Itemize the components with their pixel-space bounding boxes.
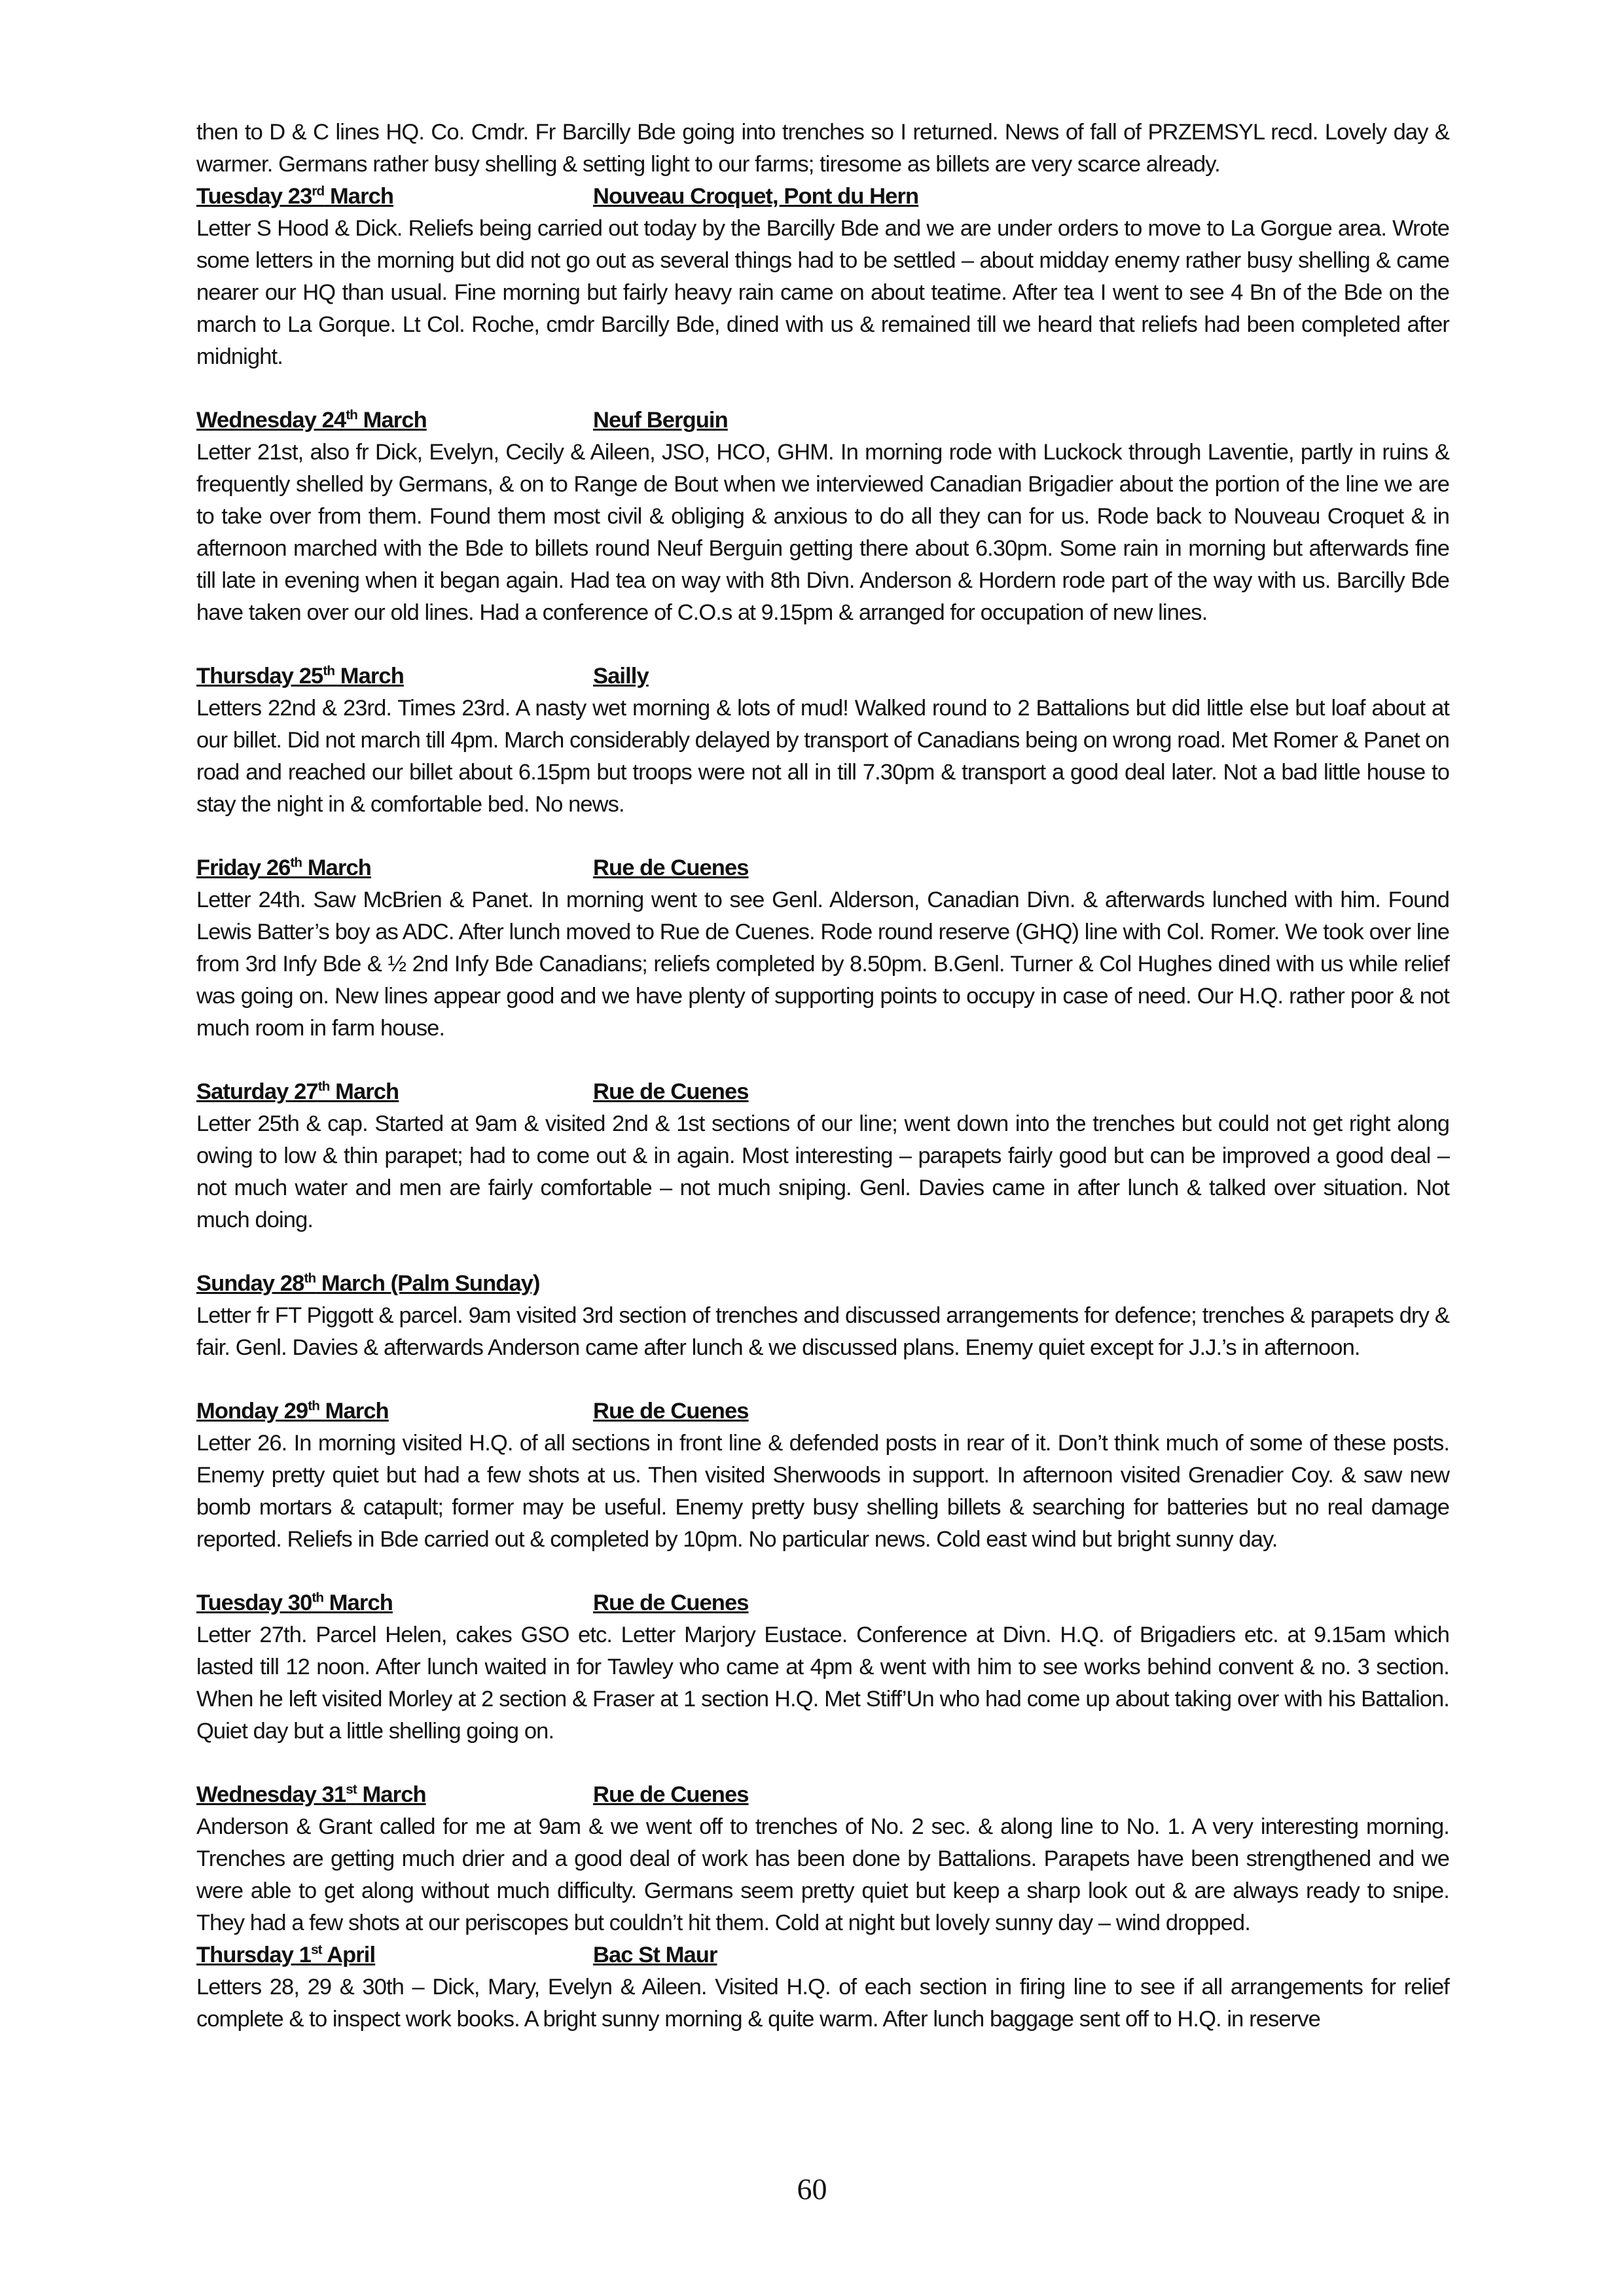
entry-place: Rue de Cuenes (593, 1399, 749, 1424)
entry-heading (196, 1076, 1449, 1108)
entry-tuesday-23-march (196, 181, 1449, 373)
entry-text: Letter fr FT Piggott & parcel. 9am visited 3rd section of trenches and discussed arrangements for defence; trenches & parapets dry & fair. Genl. Davies & afterwards Anderson came after lunch & we discussed plans. Enemy quiet except for J.J.’s in afternoon. (196, 1303, 1449, 1360)
diary-content (196, 117, 1449, 2036)
entry-date: Thursday 25th March (196, 663, 404, 689)
entry-heading (196, 852, 1449, 884)
entry-saturday-27-march (196, 1076, 1449, 1236)
entry-date: Saturday 27th March (196, 1079, 399, 1104)
entry-date: Wednesday 24th March (196, 407, 427, 433)
entry-wednesday-24-march (196, 404, 1449, 629)
entry-place: Rue de Cuenes (593, 1079, 749, 1104)
entry-date: Monday 29th March (196, 1398, 389, 1424)
entry-date: Friday 26th March (196, 855, 371, 880)
entry-tuesday-30-march (196, 1587, 1449, 1748)
entry-heading (196, 181, 1449, 213)
entry-text: Letters 28, 29 & 30th – Dick, Mary, Evelyn & Aileen. Visited H.Q. of each section in firing line to see if all arrangements for relief complete & to inspect work books. A bright sunny morning & quite warm. After lunch baggage sent off to H.Q. in reserve (196, 1975, 1449, 2032)
entry-heading (196, 1939, 1449, 1971)
entry-text: Letter S Hood & Dick. Reliefs being carried out today by the Barcilly Bde and we are under orders to move to La Gorgue area. Wrote some letters in the morning but did not go out as several things had to be settled – about midday enemy rather busy shelling & came nearer our HQ than usual. Fine morning but fairly heavy rain came on about teatime. After tea I went to see 4 Bn of the Bde on the march to La Gorque. Lt Col. Roche, cmdr Barcilly Bde, dined with us & remained till we heard that reliefs had been completed after midnight. (196, 216, 1449, 369)
entry-place: Neuf Berguin (593, 408, 728, 433)
entry-date: Tuesday 30th March (196, 1590, 393, 1615)
entry-sunday-28-march (196, 1268, 1449, 1364)
entry-text: Letter 26. In morning visited H.Q. of all sections in front line & defended posts in rear of it. Don’t think much of some of these posts. Enemy pretty quiet but had a few shots at us. Then visited Sherwoods in support. In afternoon visited Grenadier Coy. & saw new bomb mortars & catapult; former may be useful. Enemy pretty busy shelling billets & searching for batteries but no real damage reported. Reliefs in Bde carried out & completed by 10pm. No particular news. Cold east wind but bright sunny day. (196, 1431, 1449, 1552)
entry-friday-26-march (196, 852, 1449, 1045)
entry-thursday-25-march (196, 660, 1449, 821)
entry-text: Letter 21st, also fr Dick, Evelyn, Cecily & Aileen, JSO, HCO, GHM. In morning rode with Luckock through Laventie, partly in ruins & frequently shelled by Germans, & on to Range de Bout when we interviewed Canadian Brigadier about the portion of the line we are to take over from them. Found them most civil & obliging & anxious to do all they can for us. Rode back to Nouveau Croquet & in afternoon marched with the Bde to billets round Neuf Berguin getting there about 6.30pm. Some rain in morning but afterwards fine till late in evening when it began again. Had tea on way with 8th Divn. Anderson & Hordern rode part of the way with us. Barcilly Bde have taken over our old lines. Had a conference of C.O.s at 9.15pm & arranged for occupation of new lines. (196, 440, 1449, 625)
entry-wednesday-31-march (196, 1779, 1449, 1939)
intro-paragraph: then to D & C lines HQ. Co. Cmdr. Fr Barcilly Bde going into trenches so I returned. News of fall of PRZEMSYL recd. Lovely day & warmer. Germans rather busy shelling & setting light to our farms; tiresome as billets are very scarce already. (196, 120, 1449, 177)
entry-date: Wednesday 31st March (196, 1782, 426, 1807)
entry-heading (196, 1587, 1449, 1619)
entry-text: Letters 22nd & 23rd. Times 23rd. A nasty wet morning & lots of mud! Walked round to 2 Battalions but did little else but loaf about at our billet. Did not march till 4pm. March considerably delayed by transport of Canadians being on wrong road. Met Romer & Panet on road and reached our billet about 6.15pm but troops were not all in till 7.30pm & transport a good deal later. Not a bad little house to stay the night in & comfortable bed. No news. (196, 696, 1449, 817)
page-number: 60 (797, 2172, 827, 2206)
entry-heading (196, 1395, 1449, 1427)
entry-heading (196, 404, 1449, 437)
entry-text: Letter 25th & cap. Started at 9am & visited 2nd & 1st sections of our line; went down into the trenches but could not get right along owing to low & thin parapet; had to come out & in again. Most interesting – parapets fairly good but can be improved a good deal – not much water and men are fairly comfortable – not much sniping. Genl. Davies came in after lunch & talked over situation. Not much doing. (196, 1111, 1449, 1232)
entry-heading (196, 1779, 1449, 1811)
entry-date: Tuesday 23rd March (196, 183, 394, 209)
entry-text: Letter 24th. Saw McBrien & Panet. In morning went to see Genl. Alderson, Canadian Divn. & afterwards lunched with him. Found Lewis Batter’s boy as ADC. After lunch moved to Rue de Cuenes. Rode round reserve (GHQ) line with Col. Romer. We took over line from 3rd Infy Bde & ½ 2nd Infy Bde Canadians; reliefs completed by 8.50pm. B.Genl. Turner & Col Hughes dined with us while relief was going on. New lines appear good and we have plenty of supporting points to occupy in case of need. Our H.Q. rather poor & not much room in farm house. (196, 888, 1449, 1041)
entry-place: Rue de Cuenes (593, 1590, 749, 1615)
entry-text: Letter 27th. Parcel Helen, cakes GSO etc. Letter Marjory Eustace. Conference at Divn. H.Q. of Brigadiers etc. at 9.15am which lasted till 12 noon. After lunch waited in for Tawley who came at 4pm & went with him to see works behind convent & no. 3 section. When he left visited Morley at 2 section & Fraser at 1 section H.Q. Met Stiff’Un who had come up about taking over with his Battalion. Quiet day but a little shelling going on. (196, 1623, 1449, 1744)
entry-heading (196, 1268, 1449, 1300)
entry-monday-29-march (196, 1395, 1449, 1556)
entry-thursday-1-april (196, 1939, 1449, 2036)
entry-place: Nouveau Croquet, Pont du Hern (593, 184, 919, 209)
entry-place: Sailly (593, 664, 649, 689)
entry-place: Rue de Cuenes (593, 1782, 749, 1807)
entry-text: Anderson & Grant called for me at 9am & we went off to trenches of No. 2 sec. & along line to No. 1. A very interesting morning. Trenches are getting much drier and a good deal of work has been done by Battalions. Parapets have been strengthened and we were able to get along without much difficulty. Germans seem pretty quiet but keep a sharp look out & are always ready to snipe. They had a few shots at our periscopes but couldn’t hit them. Cold at night but lovely sunny day – wind dropped. (196, 1814, 1449, 1935)
entry-heading (196, 660, 1449, 692)
entry-place: Rue de Cuenes (593, 855, 749, 880)
entry-date: Sunday 28th March (Palm Sunday) (196, 1270, 540, 1296)
entry-place: Bac St Maur (593, 1943, 717, 1967)
entry-date: Thursday 1st April (196, 1942, 376, 1967)
